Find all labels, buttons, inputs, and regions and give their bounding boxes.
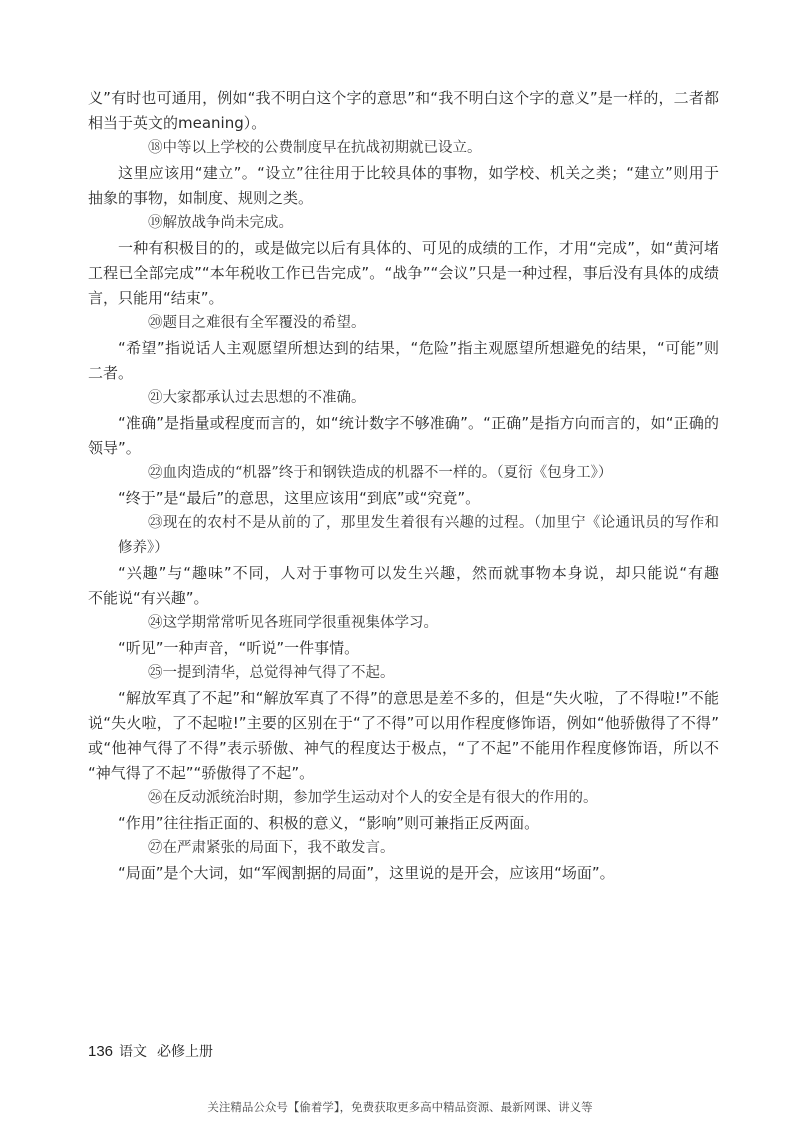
body-line: “听见”一种声音，“听说”一件事情。	[118, 639, 360, 657]
body-line: 言，只能用“结束”。	[88, 289, 224, 307]
body-line: “神气得了不起”“骄傲得了不起”。	[88, 764, 315, 782]
body-line: 二者。	[88, 364, 134, 382]
watermark-text: 关注精品公众号【偷着学】，免费获取更多高中精品资源、最新网课、讲义等	[207, 1100, 593, 1114]
example-sentence-25: ㉕一提到清华，总觉得神气得了不起。	[148, 665, 395, 681]
example-sentence-22: ㉒血肉造成的“机器”终于和钢铁造成的机器不一样的。（夏衍《包身工》）	[148, 465, 613, 481]
example-sentence-27: ㉗在严肃紧张的局面下，我不敢发言。	[148, 840, 395, 856]
body-line: “解放军真了不起”和“解放军真了不得”的意思是差不多的，但是“失火啦，了不得啦!”不能	[118, 689, 719, 707]
example-sentence-23-cont: 修养》）	[118, 540, 169, 556]
body-line: “准确”是指量或程度而言的，如“统计数字不够准确”。“正确”是指方向而言的，如“正确的	[118, 414, 719, 432]
book-volume: 必修上册	[157, 1044, 214, 1060]
body-line: “兴趣”与“趣味”不同，人对于事物可以发生兴趣，然而就事物本身说，却只能说“有趣	[118, 564, 719, 582]
body-line: 领导”。	[88, 439, 141, 457]
body-line: “希望”指说话人主观愿望所想达到的结果，“危险”指主观愿望所想避免的结果，“可能”则	[118, 339, 719, 357]
body-line: 相当于英文的meaning）。	[88, 114, 267, 132]
body-line: “局面”是个大词，如“军阀割据的局面”，这里说的是开会，应该用“场面”。	[118, 864, 615, 882]
body-line: 说“失火啦，了不起啦!”主要的区别在于“了不得”可以用作程度修饰语，例如“他骄傲得了不得”	[88, 714, 719, 732]
example-sentence-21: ㉑大家都承认过去思想的不准确。	[148, 390, 366, 406]
book-subject: 语文	[119, 1044, 148, 1060]
example-sentence-18: ⑱中等以上学校的公费制度早在抗战初期就已设立。	[148, 140, 482, 156]
body-line: 或“他神气得了不得”表示骄傲、神气的程度达于极点，“了不起”不能用作程度修饰语，所以不	[88, 739, 719, 757]
page-body	[88, 86, 719, 886]
example-sentence-23: ㉓现在的农村不是从前的了，那里发生着很有兴趣的过程。（加里宁《论通讯员的写作和	[148, 515, 719, 531]
example-sentence-26: ㉖在反动派统治时期，参加学生运动对个人的安全是有很大的作用的。	[148, 790, 598, 806]
body-line: 工程已全部完成”“本年税收工作已告完成”。“战争”“会议”只是一种过程，事后没有具体的成绩	[88, 264, 719, 282]
example-sentence-24: ㉔这学期常常听见各班同学很重视集体学习。	[148, 615, 438, 631]
example-sentence-19: ⑲解放战争尚未完成。	[148, 215, 293, 231]
body-line: “作用”往往指正面的、积极的意义，“影响”则可兼指正反两面。	[118, 814, 540, 832]
body-line: 一种有积极目的的，或是做完以后有具体的、可见的成绩的工作，才用“完成”，如“黄河堵	[118, 239, 719, 257]
body-line: 义”有时也可通用，例如“我不明白这个字的意思”和“我不明白这个字的意义”是一样的，二者都	[88, 89, 719, 107]
page-footer	[88, 1041, 223, 1061]
body-line: 这里应该用“建立”。“设立”往往用于比较具体的事物，如学校、机关之类；“建立”则用于	[118, 164, 719, 182]
body-line: “终于”是“最后”的意思，这里应该用“到底”或“究竟”。	[118, 489, 481, 507]
body-line: 抽象的事物，如制度、规则之类。	[88, 189, 314, 207]
example-sentence-20: ⑳题目之难很有全军覆没的希望。	[148, 315, 366, 331]
body-line: 不能说“有兴趣”。	[88, 589, 209, 607]
page-number: 136	[88, 1043, 114, 1060]
